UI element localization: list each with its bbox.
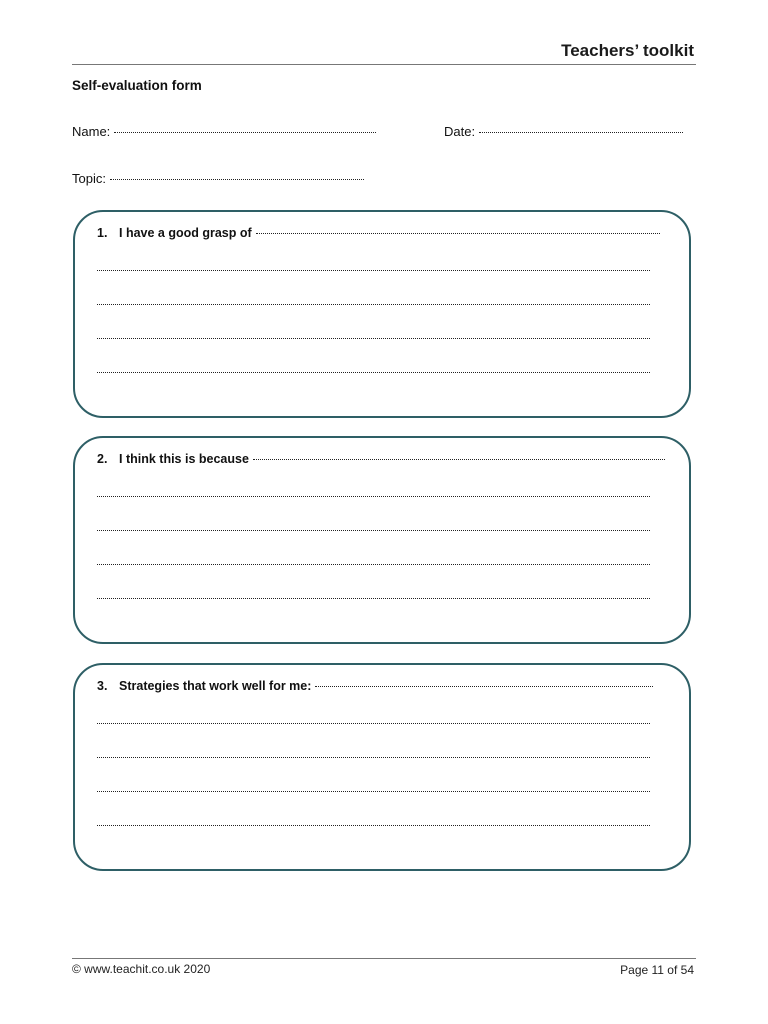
question-box-1 — [73, 210, 691, 418]
question-prompt — [97, 226, 660, 240]
answer-dotted-line[interactable] — [315, 685, 653, 687]
footer-divider — [72, 958, 696, 959]
name-dotted-line[interactable] — [114, 131, 376, 133]
question-prompt — [97, 452, 665, 466]
toolkit-title: Teachers’ toolkit — [561, 41, 694, 60]
answer-dotted-line[interactable] — [97, 495, 650, 497]
question-text: Strategies that work well for me: — [119, 679, 312, 693]
date-field[interactable] — [444, 124, 683, 139]
answer-dotted-line[interactable] — [97, 824, 650, 826]
copyright-text: © www.teachit.co.uk 2020 — [72, 962, 211, 976]
name-field[interactable] — [72, 124, 376, 139]
question-number: 2. — [97, 452, 108, 466]
answer-dotted-line[interactable] — [97, 269, 650, 271]
topic-dotted-line[interactable] — [110, 178, 364, 180]
answer-dotted-line[interactable] — [97, 303, 650, 305]
question-prompt — [97, 679, 653, 693]
question-box-2 — [73, 436, 691, 644]
form-title: Self-evaluation form — [72, 78, 202, 93]
page-number: Page 11 of 54 — [620, 963, 694, 977]
answer-dotted-line[interactable] — [253, 458, 665, 460]
question-box-3 — [73, 663, 691, 871]
answer-dotted-line[interactable] — [97, 790, 650, 792]
question-text: I think this is because — [119, 452, 249, 466]
answer-dotted-line[interactable] — [97, 337, 650, 339]
answer-dotted-line[interactable] — [97, 597, 650, 599]
answer-dotted-line[interactable] — [97, 529, 650, 531]
answer-dotted-line[interactable] — [97, 722, 650, 724]
topic-label: Topic: — [72, 171, 106, 186]
question-text: I have a good grasp of — [119, 226, 252, 240]
answer-dotted-line[interactable] — [97, 563, 650, 565]
question-number: 3. — [97, 679, 108, 693]
header-divider — [72, 64, 696, 65]
answer-dotted-line[interactable] — [256, 232, 660, 234]
topic-field[interactable] — [72, 171, 364, 186]
question-number: 1. — [97, 226, 108, 240]
name-label: Name: — [72, 124, 111, 139]
date-dotted-line[interactable] — [479, 131, 683, 133]
answer-dotted-line[interactable] — [97, 371, 650, 373]
date-label: Date: — [444, 124, 476, 139]
answer-dotted-line[interactable] — [97, 756, 650, 758]
